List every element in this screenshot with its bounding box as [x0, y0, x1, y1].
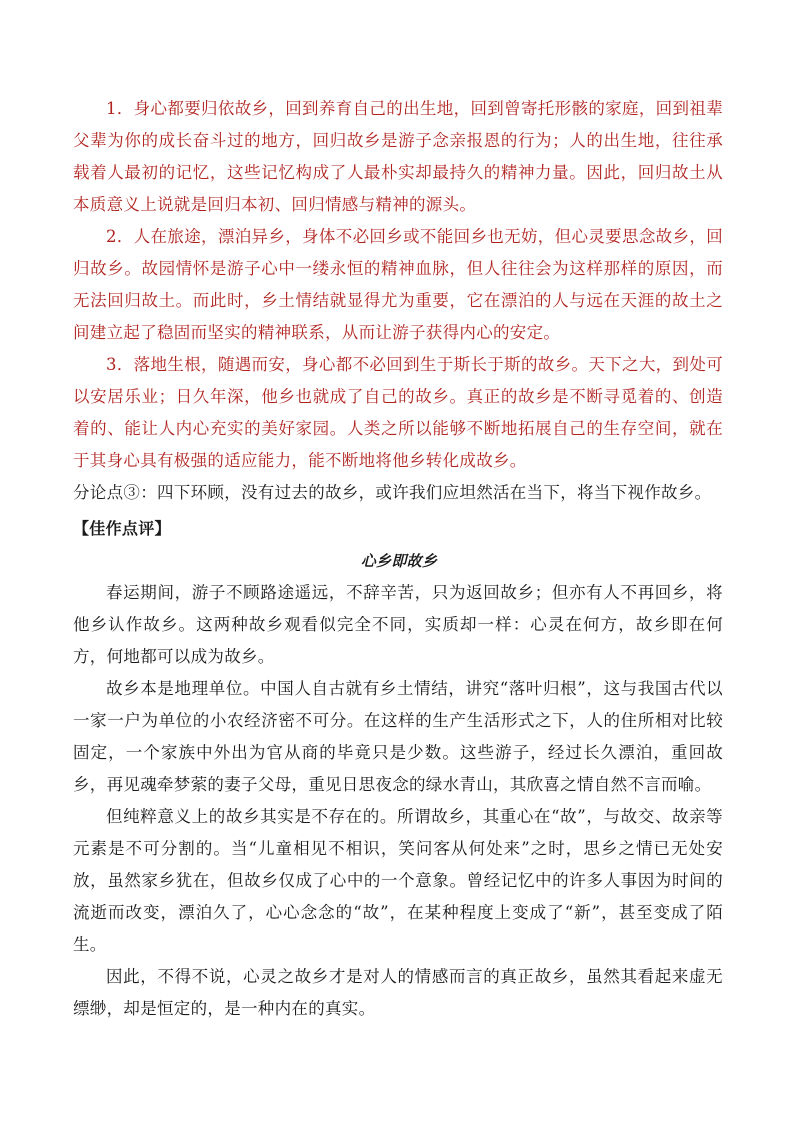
document-content [73, 93, 723, 1025]
essay-paragraph-2: 故乡本是地理单位。中国人自古就有乡土情结，讲究“落叶归根”，这与我国古代以一家一户为单位的小农经济密不可分。在这样的生产生活形式之下，人的住所相对比较固定，一个家族中外出为官从商的毕竟只是少数。这些游子，经过长久漂泊，重回故乡，再见魂牵梦萦的妻子父母，重见日思夜念的绿水青山，其欣喜之情自然不言而喻。 [73, 679, 723, 794]
essay-paragraph-3: 但纯粹意义上的故乡其实是不存在的。所谓故乡，其重心在“故”，与故交、故亲等元素是不可分割的。当“儿童相见不相识，笑问客从何处来”之时，思乡之情已无处安放，虽然家乡犹在，但故乡仅成了心中的一个意象。曾经记忆中的许多人事因为时间的流逝而改变，漂泊久了，心心念念的“故”，在某种程度上变成了“新”，甚至变成了陌生。 [73, 807, 723, 954]
argument-paragraph-1: 1．身心都要归依故乡，回到养育自己的出生地，回到曾寄托形骸的家庭，回到祖辈父辈为你的成长奋斗过的地方，回归故乡是游子念亲报恩的行为；人的出生地，往往承载着人最初的记忆，这些记忆构成了人最朴实却最持久的精神力量。因此，回归故土从本质意义上说就是回归本初、回归情感与精神的源头。 [73, 99, 723, 214]
argument-paragraph-2: 2．人在旅途，漂泊异乡，身体不必回乡或不能回乡也无妨，但心灵要思念故乡，回归故乡。故园情怀是游子心中一缕永恒的精神血脉，但人往往会为这样那样的原因，而无法回归故土。而此时，乡土情结就显得尤为重要，它在漂泊的人与远在天涯的故土之间建立起了稳固而坚实的精神联系，从而让游子获得内心的安定。 [73, 227, 723, 342]
essay-paragraph-4: 因此，不得不说，心灵之故乡才是对人的情感而言的真正故乡，虽然其看起来虚无缥缈，却是恒定的，是一种内在的真实。 [73, 967, 723, 1018]
sub-argument-3: 分论点③：四下环顾，没有过去的故乡，或许我们应坦然活在当下，将当下视作故乡。 [73, 483, 712, 502]
essay-title: 心乡即故乡 [360, 552, 438, 570]
essay-paragraph-1: 春运期间，游子不顾路途遥远，不辞辛苦，只为返回故乡；但亦有人不再回乡，将他乡认作故乡。这两种故乡观看似完全不同，实质却一样：心灵在何方，故乡即在何方，何地都可以成为故乡。 [73, 583, 723, 666]
argument-paragraph-3: 3．落地生根，随遇而安，身心都不必回到生于斯长于斯的故乡。天下之大，到处可以安居乐业；日久年深，他乡也就成了自己的故乡。真正的故乡是不断寻觅着的、创造着的、能让人内心充实的美好家园。人类之所以能够不断地拓展自己的生存空间，就在于其身心具有极强的适应能力，能不断地将他乡转化成故乡。 [73, 355, 723, 470]
section-heading: 【佳作点评】 [73, 519, 171, 538]
